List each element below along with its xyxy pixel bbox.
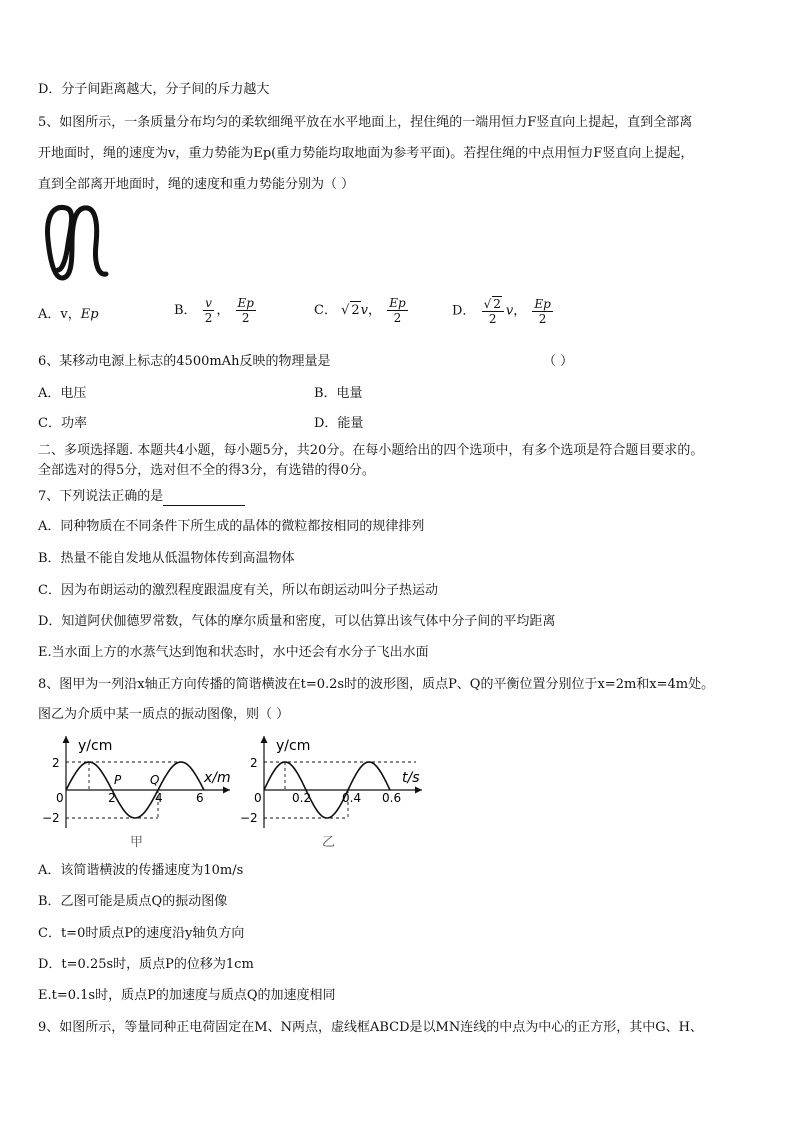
yi-xlabel: t/s [402, 770, 420, 786]
q7-option-e: E.当水面上方的水蒸气达到饱和状态时，水中还会有水分子飞出水面 [38, 645, 429, 660]
jia-point-q: Q [150, 773, 160, 787]
q5-option-c [314, 296, 410, 325]
q5b-frac-ep: $\frac{Ep}{2}$ [237, 296, 254, 325]
q6-option-d: D．能量 [314, 416, 364, 431]
q6-stem: 6、某移动电源上标志的4500mAh反映的物理量是 [38, 354, 331, 369]
q5b-comma: ， [216, 303, 230, 318]
q5d-frac-sqrt: $\frac{√ 2}{2}$ [482, 296, 504, 326]
q7-option-a: A．同种物质在不同条件下所生成的晶体的微粒都按相同的规律排列 [38, 519, 425, 534]
jia-xtick-2: 2 [108, 791, 116, 805]
q7-stem: 7、下列说法正确的是 [38, 488, 245, 506]
q5d-comma: ， [513, 303, 527, 319]
yi-ytick-top: 2 [250, 756, 258, 770]
q5-option-a [38, 306, 99, 324]
q5b-frac-v: $\frac{v}{2}$ [204, 296, 213, 325]
q6-option-b: B．电量 [314, 386, 363, 401]
q5c-comma: ， [368, 303, 382, 318]
q5-stem-line1: 5、如图所示，一条质量分布均匀的柔软细绳平放在水平地面上，捏住绳的一端用恒力F竖直向上提起，直到全部离 [38, 115, 693, 130]
section2-header-line2: 全部选对的得5分，选对但不全的得3分，有选错的得0分。 [38, 463, 375, 478]
q5-option-b-label: B． [174, 303, 197, 318]
q8-stem-line1: 8、图甲为一列沿x轴正方向传播的简谐横波在t=0.2s时的波形图，质点P、Q的平衡位置分别位于x=2m和x=4m处。 [38, 677, 715, 692]
q5c-frac-ep: $\frac{Ep}{2}$ [389, 296, 406, 325]
q5-option-a-label: A．v， [38, 307, 81, 322]
yi-caption: 乙 [322, 835, 336, 850]
q5c-sqrt: √ 2v [341, 303, 369, 318]
q5-option-c-label: C． [314, 303, 337, 318]
jia-xtick-4: 4 [155, 791, 163, 805]
yi-xtick-0.2: 0.2 [292, 791, 312, 805]
q5-option-d-label: D． [452, 303, 476, 319]
q8-stem-line2: 图乙为介质中某一质点的振动图像，则（ ） [38, 707, 290, 722]
yi-xtick-0.6: 0.6 [382, 791, 402, 805]
q6-option-c: C．功率 [38, 416, 87, 431]
jia-xlabel: x/m [204, 770, 231, 786]
wave-graph-jia [40, 730, 240, 852]
jia-xtick-6: 6 [196, 791, 204, 805]
q4-option-d: D．分子间距离越大，分子间的斥力越大 [38, 82, 270, 97]
q5-option-a-ep: Ep [80, 307, 99, 322]
q5-option-b [174, 296, 258, 325]
q8-option-c: C．t=0时质点P的速度沿y轴负方向 [38, 926, 245, 941]
vibration-graph-yi [236, 730, 436, 852]
q5-stem-line2: 开地面时，绳的速度为v，重力势能为Ep(重力势能均取地面为参考平面)。若捏住绳的中点用恒力F竖直向上提起， [38, 146, 694, 161]
yi-ylabel: y/cm [276, 738, 311, 754]
q9-stem-line1: 9、如图所示，等量同种正电荷固定在M、N两点，虚线框ABCD是以MN连线的中点为中心的正方形，其中G、H、 [38, 1020, 703, 1035]
q8-option-e: E.t=0.1s时，质点P的加速度与质点Q的加速度相同 [38, 988, 336, 1003]
q7-answer-blank [163, 491, 245, 506]
q7-option-d: D．知道阿伏伽德罗常数，气体的摩尔质量和密度，可以估算出该气体中分子间的平均距离 [38, 614, 556, 629]
jia-point-p: P [114, 773, 122, 787]
yi-origin: 0 [254, 791, 262, 805]
rope-figure [40, 200, 112, 284]
q6-answer-paren: （ ） [543, 354, 574, 369]
section2-header-line1: 二、多项选择题. 本题共4小题，每小题5分，共20分。在每小题给出的四个选项中，有多个选项是符合题目要求的。 [38, 443, 704, 458]
jia-origin: 0 [56, 791, 64, 805]
q5d-frac-ep: $\frac{Ep}{2}$ [534, 296, 551, 326]
jia-ytick-bottom: −2 [42, 811, 60, 825]
jia-ytick-top: 2 [52, 756, 60, 770]
jia-ylabel: y/cm [78, 738, 113, 754]
q8-option-b: B．乙图可能是质点Q的振动图像 [38, 894, 228, 909]
q8-option-a: A．该简谐横波的传播速度为10m/s [38, 863, 244, 878]
yi-xtick-0.4: 0.4 [342, 791, 362, 805]
q6-option-a: A．电压 [38, 386, 87, 401]
q8-option-d: D．t=0.25s时，质点P的位移为1cm [38, 957, 254, 972]
q5-stem-line3: 直到全部离开地面时，绳的速度和重力势能分别为（ ） [38, 177, 355, 192]
yi-ytick-bottom: −2 [240, 811, 258, 825]
jia-caption: 甲 [130, 835, 144, 850]
q7-option-c: C．因为布朗运动的激烈程度跟温度有关，所以布朗运动叫分子热运动 [38, 583, 438, 598]
q5-option-d: D． $\frac{√ 2}{2}$ v， $\frac{Ep}{2}$ [452, 296, 551, 326]
q7-option-b: B．热量不能自发地从低温物体传到高温物体 [38, 551, 295, 566]
